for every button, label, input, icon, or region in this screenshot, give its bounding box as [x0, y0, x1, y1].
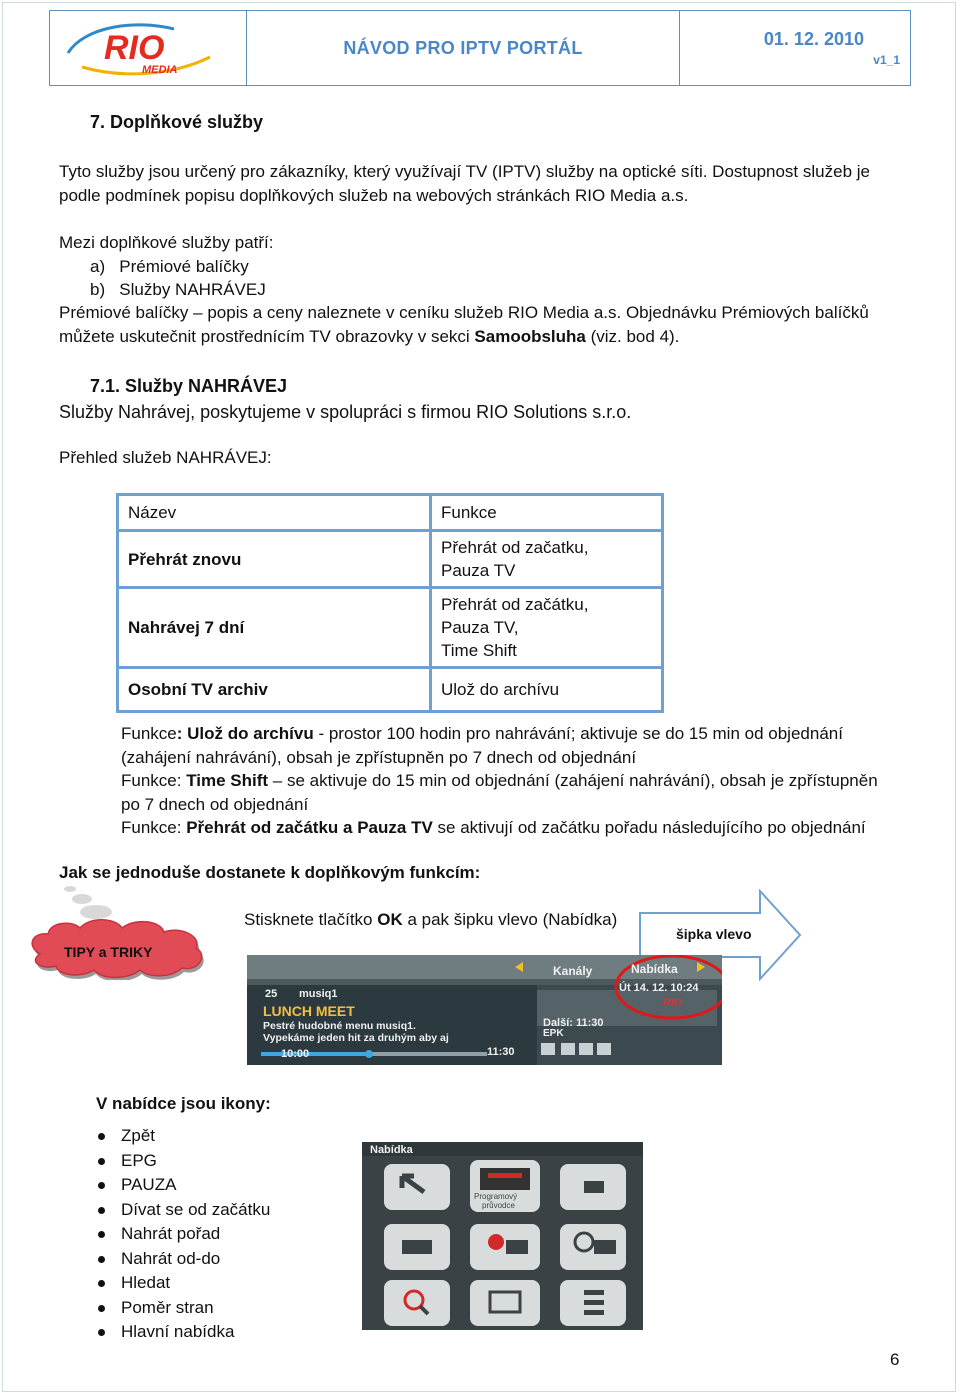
note-text: Funkce: — [121, 818, 187, 837]
icons-list — [96, 1124, 270, 1345]
list-item — [90, 280, 266, 300]
list-item: Nahrát pořad — [96, 1222, 270, 1247]
ok-key: OK — [377, 910, 403, 929]
function-notes — [121, 722, 921, 840]
note-term: Přehrát od začátku a Pauza TV — [186, 818, 433, 837]
note-1-cont: (zahájení nahrávání), obsah je zpřístupněn po 7 dnech od objednání — [121, 747, 637, 767]
document-header — [49, 10, 911, 86]
epg-caption: průvodce — [482, 1201, 515, 1210]
tips-label: TIPY a TRIKY — [64, 944, 153, 960]
function-line: Přehrát od začatku, — [441, 538, 589, 557]
logo-cell — [50, 11, 247, 85]
channel-logo: RIO — [663, 997, 683, 1009]
premium-line-2 — [59, 327, 679, 347]
tab-channels[interactable]: Kanály — [553, 964, 593, 978]
epg-caption: Programový — [474, 1192, 518, 1201]
premium-text: (viz. bod 4). — [585, 327, 680, 346]
note-term: Time Shift — [186, 771, 269, 790]
list-text: Prémiové balíčky — [119, 257, 249, 276]
table-row — [118, 668, 663, 712]
section-7-heading: 7. Doplňkové služby — [90, 112, 264, 132]
services-table — [116, 493, 664, 713]
list-item: Hlavní nabídka — [96, 1320, 270, 1345]
list-marker: a) — [90, 257, 106, 276]
note-text: - prostor 100 hodin pro nahrávání; aktivuje se do 15 min od objednání — [313, 724, 843, 743]
note-text: se aktivují od začátku pořadu následujícího po objednání — [432, 818, 866, 837]
service-function — [431, 531, 663, 588]
icons-heading: V nabídce jsou ikony: — [96, 1094, 271, 1113]
intro-line-1: Tyto služby jsou určený pro zákazníky, který využívají TV (IPTV) služby na optické síti. Dostupnost služeb je — [59, 162, 870, 181]
service-name: Nahrávej 7 dní — [118, 588, 431, 668]
function-line: Přehrát od začátku, — [441, 595, 589, 614]
overview-label: Přehled služeb NAHRÁVEJ: — [59, 448, 272, 467]
document-date: 01. 12. 2010 — [763, 29, 864, 49]
premium-text: můžete uskutečnit prostřednícím TV obrazovky v sekci — [59, 327, 475, 346]
tab-menu[interactable]: Nabídka — [631, 962, 678, 976]
list-item: Nahrát od-do — [96, 1247, 270, 1272]
tv-screenshot-infobar — [247, 955, 722, 1065]
channel-name: musiq1 — [299, 988, 338, 1000]
service-function — [431, 588, 663, 668]
service-function: Ulož do archívu — [431, 668, 663, 712]
record-icon — [470, 1224, 540, 1270]
show-description-2: Vypekáme jeden hit za druhým aby aj — [263, 1032, 449, 1044]
tips-cloud-icon — [20, 884, 212, 980]
list-item: Zpět — [96, 1124, 270, 1149]
samoobsluha-term: Samoobsluha — [474, 327, 586, 346]
note-term: : Ulož do archívu — [176, 724, 314, 743]
menu-title: Nabídka — [370, 1144, 413, 1156]
table-row — [118, 531, 663, 588]
document-version: v1_1 — [873, 53, 900, 67]
note-3 — [121, 816, 921, 840]
menu-graphics — [362, 1142, 643, 1330]
section-71-subtitle: Služby Nahrávej, poskytujeme v spolupráci s firmou RIO Solutions s.r.o. — [59, 402, 632, 422]
rio-media-logo — [64, 19, 214, 81]
section-71-heading: 7.1. Služby NAHRÁVEJ — [90, 376, 288, 396]
next-show: Další: 11:30 — [543, 1017, 604, 1029]
svg-text:RIO: RIO — [104, 29, 165, 67]
list-item — [90, 257, 249, 277]
function-line: Pauza TV, — [441, 618, 519, 637]
date-time: Út 14. 12. 10:24 — [619, 982, 699, 994]
table-header-row — [118, 495, 663, 531]
howto-heading: Jak se jednoduše dostanete k doplňkovým funkcím: — [59, 863, 481, 882]
list-item: Hledat — [96, 1271, 270, 1296]
tv-screenshot-menu — [362, 1142, 643, 1330]
note-text: Funkce: — [121, 771, 187, 790]
date-cell — [680, 11, 910, 85]
note-1 — [121, 722, 921, 746]
epk-label: EPK — [543, 1028, 564, 1039]
header-function: Funkce — [431, 495, 663, 531]
function-line: Time Shift — [441, 641, 517, 660]
list-item: Dívat se od začátku — [96, 1198, 270, 1223]
list-marker: b) — [90, 280, 106, 299]
search-icon — [384, 1280, 450, 1326]
list-item: EPG — [96, 1149, 270, 1174]
note-2 — [121, 769, 921, 793]
show-description-1: Pestré hudobné menu musiq1. — [263, 1020, 416, 1032]
document-title: NÁVOD PRO IPTV PORTÁL — [247, 11, 680, 85]
svg-text:MEDIA: MEDIA — [142, 64, 178, 76]
instruction-text — [244, 910, 617, 930]
time-start: 10:00 — [281, 1048, 310, 1060]
show-title: LUNCH MEET — [263, 1003, 355, 1019]
list-intro: Mezi doplňkové služby patří: — [59, 233, 274, 252]
channel-number: 25 — [265, 988, 278, 1000]
instruction-part: a pak šipku vlevo (Nabídka) — [402, 910, 618, 929]
list-item: PAUZA — [96, 1173, 270, 1198]
arrow-label: šipka vlevo — [676, 926, 752, 942]
list-item: Poměr stran — [96, 1296, 270, 1321]
table-row — [118, 588, 663, 668]
note-2-cont: po 7 dnech od objednání — [121, 794, 309, 814]
aspect-ratio-icon — [470, 1280, 540, 1326]
note-text: – se aktivuje do 15 min od objednání (zahájení nahrávání), obsah je zpřístupněn — [268, 771, 878, 790]
instruction-part: Stisknete tlačítko — [244, 910, 378, 929]
time-end: 11:30 — [487, 1046, 515, 1058]
page-number: 6 — [890, 1350, 900, 1369]
function-line: Pauza TV — [441, 561, 516, 580]
list-text: Služby NAHRÁVEJ — [119, 280, 266, 299]
premium-line-1: Prémiové balíčky – popis a ceny naleznete v ceníku služeb RIO Media a.s. Objednávku Prémiových balíčků — [59, 303, 869, 322]
note-text: Funkce — [121, 724, 177, 743]
header-name: Název — [118, 495, 431, 531]
service-name: Osobní TV archiv — [118, 668, 431, 712]
intro-line-2: podle podmínek popisu doplňkových služeb na webových stránkách RIO Media a.s. — [59, 186, 689, 205]
service-name: Přehrát znovu — [118, 531, 431, 588]
